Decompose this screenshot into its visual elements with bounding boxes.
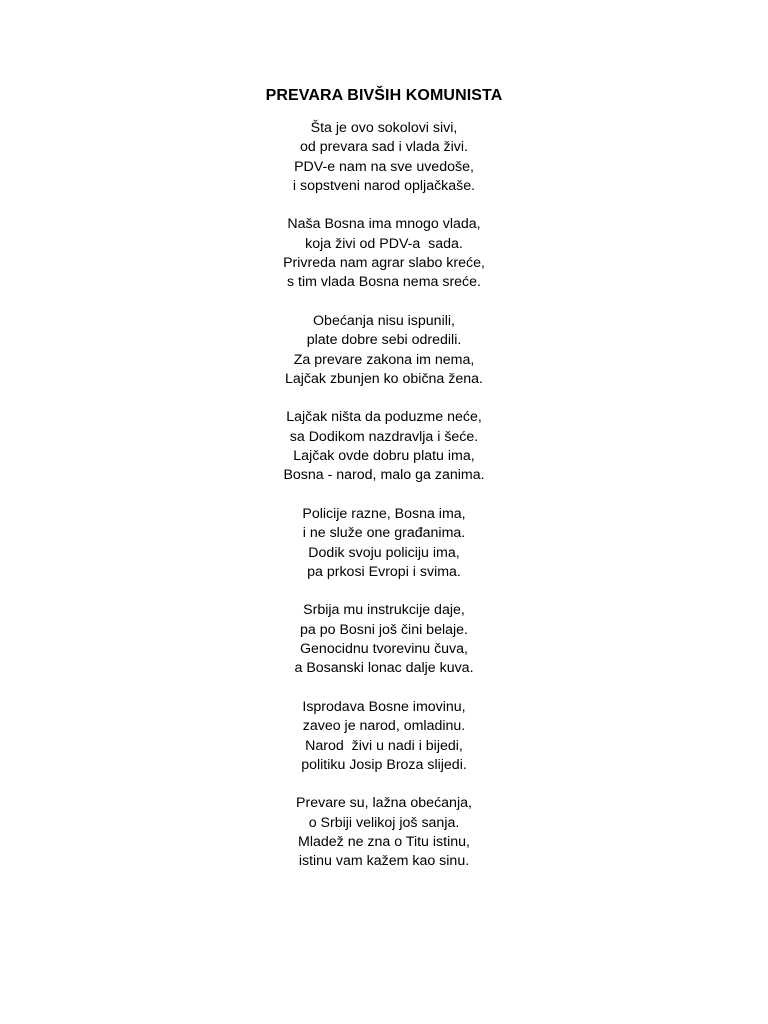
poem-line: Prevare su, lažna obećanja,: [296, 795, 472, 812]
stanza-3: [0, 312, 768, 389]
poem-line: politiku Josip Broza slijedi.: [301, 756, 467, 773]
poem-line: o Srbiji velikoj još sanja.: [308, 814, 460, 831]
stanza-8: [0, 794, 768, 871]
stanza-5: [0, 505, 768, 582]
poem-line: sa Dodikom nazdravlja i šeće.: [289, 428, 479, 445]
poem-line: Srbija mu instrukcije daje,: [303, 602, 465, 619]
poem-line: Genocidnu tvorevinu čuva,: [300, 641, 468, 658]
stanza-6: [0, 601, 768, 678]
poem-line: Narod živi u nadi i bijedi,: [305, 737, 463, 754]
poem-line: Lajčak ovde dobru platu ima,: [293, 448, 475, 465]
poem-line: Privreda nam agrar slabo kreće,: [283, 255, 485, 272]
poem-line: s tim vlada Bosna nema sreće.: [287, 274, 481, 291]
poem-line: Policije razne, Bosna ima,: [302, 505, 466, 522]
poem-line: PDV-e nam na sve uvedoše,: [294, 158, 474, 175]
poem-line: plate dobre sebi odredili.: [306, 332, 462, 349]
poem-line: Šta je ovo sokolovi sivi,: [310, 120, 458, 136]
stanza-1: [0, 119, 768, 196]
poem-line: od prevara sad i vlada živi.: [300, 139, 468, 156]
stanza-2: [0, 215, 768, 292]
poem-line: Obećanja nisu ispunili,: [313, 312, 455, 329]
poem-line: i ne služe one građanima.: [302, 525, 466, 542]
poem-line: i sopstveni narod opljačkaše.: [292, 177, 476, 194]
poem-title: PREVARA BIVŠIH KOMUNISTA: [265, 87, 503, 104]
poem-line: a Bosanski lonac dalje kuva.: [294, 660, 474, 677]
poem-line: Isprodava Bosne imovinu,: [302, 698, 466, 715]
poem-line: zaveo je narod, omladinu.: [302, 718, 466, 735]
poem-line: pa prkosi Evropi i svima.: [307, 563, 461, 580]
poem-line: Mladež ne zna o Titu istinu,: [298, 833, 470, 850]
stanza-4: [0, 408, 768, 485]
poem-line: koja živi od PDV-a sada.: [305, 235, 463, 252]
poem-line: Dodik svoju policiju ima,: [308, 544, 460, 561]
stanza-7: [0, 698, 768, 775]
poem-line: pa po Bosni još čini belaje.: [300, 621, 468, 638]
poem-line: Bosna - narod, malo ga zanima.: [283, 467, 485, 484]
poem-line: istinu vam kažem kao sinu.: [298, 853, 470, 870]
poem-line: Lajčak ništa da poduzme neće,: [286, 409, 482, 426]
poem-line: Lajčak zbunjen ko obična žena.: [285, 370, 483, 387]
poem-line: Naša Bosna ima mnogo vlada,: [287, 216, 481, 233]
poem-line: Za prevare zakona im nema,: [293, 351, 475, 368]
poem-body: [0, 119, 768, 891]
